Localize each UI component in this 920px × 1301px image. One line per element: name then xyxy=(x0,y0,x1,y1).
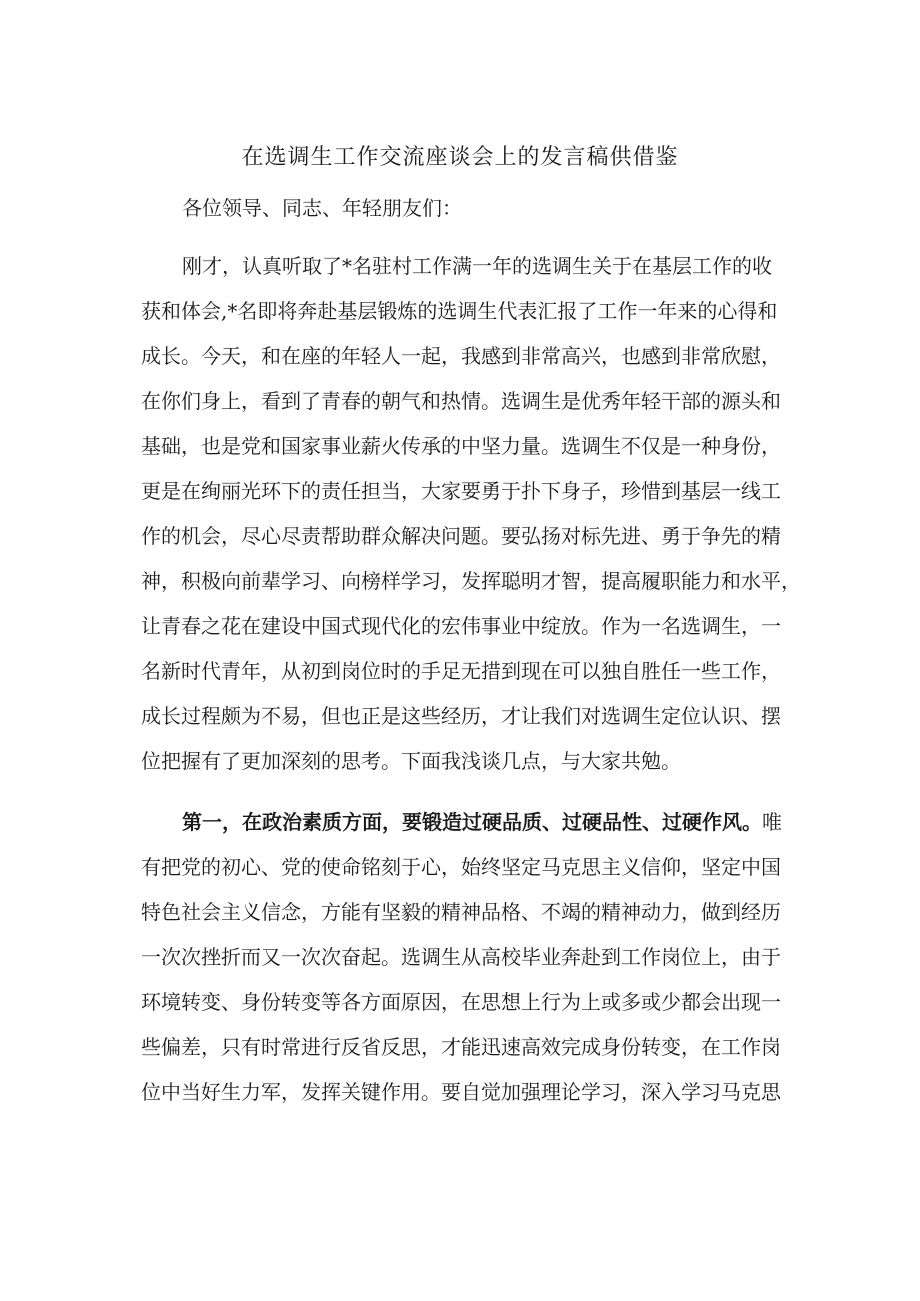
paragraph-line: 基础，也是党和国家事业薪火传承的中坚力量。选调生不仅是一种身份， xyxy=(141,434,781,458)
paragraph-line: 有把党的初心、党的使命铭刻于心，始终坚定马克思主义信仰，坚定中国 xyxy=(141,855,781,879)
paragraph-line: 位中当好生力军，发挥关键作用。要自觉加强理论学习，深入学习马克思 xyxy=(141,1080,781,1104)
paragraph-line: 名新时代青年，从初到岗位时的手足无措到现在可以独自胜任一些工作， xyxy=(141,659,781,683)
section-heading: 第一，在政治素质方面，要锻造过硬品质、过硬品性、过硬作风。 xyxy=(182,810,762,834)
paragraph-line: 些偏差，只有时常进行反省反思，才能迅速高效完成身份转变，在工作岗 xyxy=(141,1035,781,1059)
paragraph-line: 成长过程颇为不易，但也正是这些经历，才让我们对选调生定位认识、摆 xyxy=(141,704,781,728)
paragraph-line: 获和体会,*名即将奔赴基层锻炼的选调生代表汇报了工作一年来的心得和 xyxy=(141,299,778,323)
paragraph-line: 作的机会，尽心尽责帮助群众解决问题。要弘扬对标先进、勇于争先的精 xyxy=(141,524,781,548)
paragraph-line: 神，积极向前辈学习、向榜样学习，发挥聪明才智，提高履职能力和水平， xyxy=(141,569,801,593)
salutation: 各位领导、同志、年轻朋友们： xyxy=(182,196,462,220)
paragraph-first-line xyxy=(182,812,782,832)
document-title: 在选调生工作交流座谈会上的发言稿供借鉴 xyxy=(241,145,679,170)
paragraph-line: 特色社会主义信念，方能有坚毅的精神品格、不竭的精神动力，做到经历 xyxy=(141,900,781,924)
paragraph-line: 在你们身上，看到了青春的朝气和热情。选调生是优秀年轻干部的源头和 xyxy=(141,389,781,413)
paragraph-line: 成长。今天，和在座的年轻人一起，我感到非常高兴，也感到非常欣慰， xyxy=(141,344,781,368)
paragraph-line: 一次次挫折而又一次次奋起。选调生从高校毕业奔赴到工作岗位上，由于 xyxy=(141,945,781,969)
paragraph-line: 更是在绚丽光环下的责任担当，大家要勇于扑下身子，珍惜到基层一线工 xyxy=(141,479,781,503)
paragraph-line: 环境转变、身份转变等各方面原因，在思想上行为上或多或少都会出现一 xyxy=(141,990,781,1014)
paragraph-line: 刚才，认真听取了*名驻村工作满一年的选调生关于在基层工作的收 xyxy=(182,254,772,278)
paragraph-line: 让青春之花在建设中国式现代化的宏伟事业中绽放。作为一名选调生，一 xyxy=(141,614,781,638)
paragraph-line: 位把握有了更加深刻的思考。下面我浅谈几点，与大家共勉。 xyxy=(141,749,681,773)
paragraph-text: 唯 xyxy=(762,810,782,834)
